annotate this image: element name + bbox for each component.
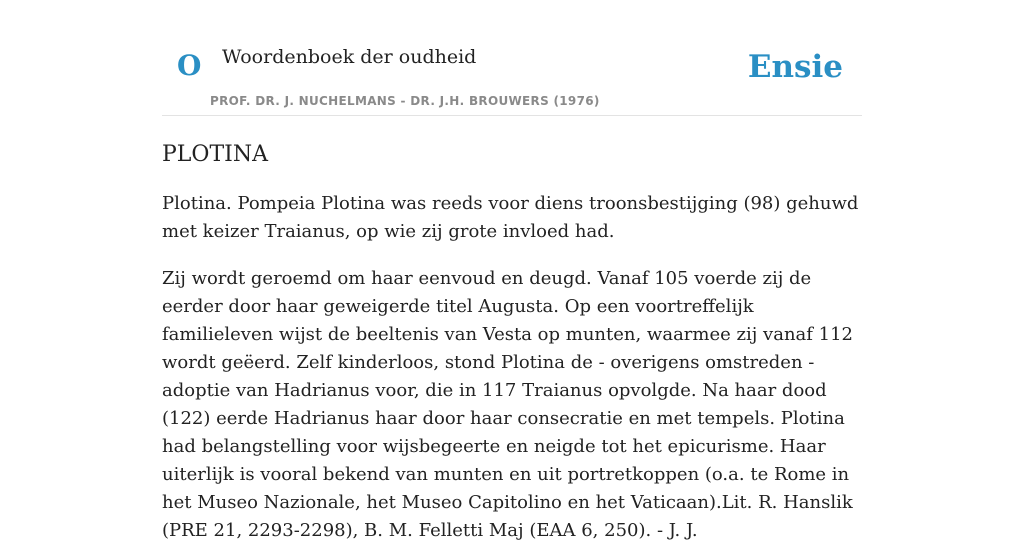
- book-authors: PROF. DR. J. NUCHELMANS - DR. J.H. BROUWERS (1976): [210, 94, 600, 108]
- book-header: [162, 0, 862, 116]
- ensie-logo-link[interactable]: Ensie: [747, 49, 843, 85]
- entry-paragraph-2: Zij wordt geroemd om haar eenvoud en deugd. Vanaf 105 voerde zij de eerder door haar geweigerde titel Augusta. Op een voortreffelijk familieleven wijst de beeltenis van Vesta op munten, waarmee zij vanaf 112 wordt geëerd. Zelf kinderloos, stond Plotina de - overigens omstreden - adoptie van Hadrianus voor, die in 117 Traianus opvolgde. Na haar dood (122) eerde Hadrianus haar door haar consecratie en met tempels. Plotina had belangstelling voor wijsbegeerte en neigde tot het epicurisme. Haar uiterlijk is vooral bekend van munten en uit portretkoppen (o.a. te Rome in het Museo Nazionale, het Museo Capitolino en het Vaticaan).Lit. R. Hanslik (PRE 21, 2293-2298), B. M. Felletti Maj (EAA 6, 250). - J. J.: [162, 267, 854, 541]
- page: [162, 0, 862, 541]
- letter-o-icon[interactable]: O: [177, 49, 202, 82]
- entry-paragraph-1: Plotina. Pompeia Plotina was reeds voor diens troonsbestijging (98) gehuwd met keizer Traianus, op wie zij grote invloed had.: [162, 192, 859, 242]
- entry-title: PLOTINA: [162, 142, 268, 167]
- book-title-link[interactable]: Woordenboek der oudheid: [222, 46, 477, 68]
